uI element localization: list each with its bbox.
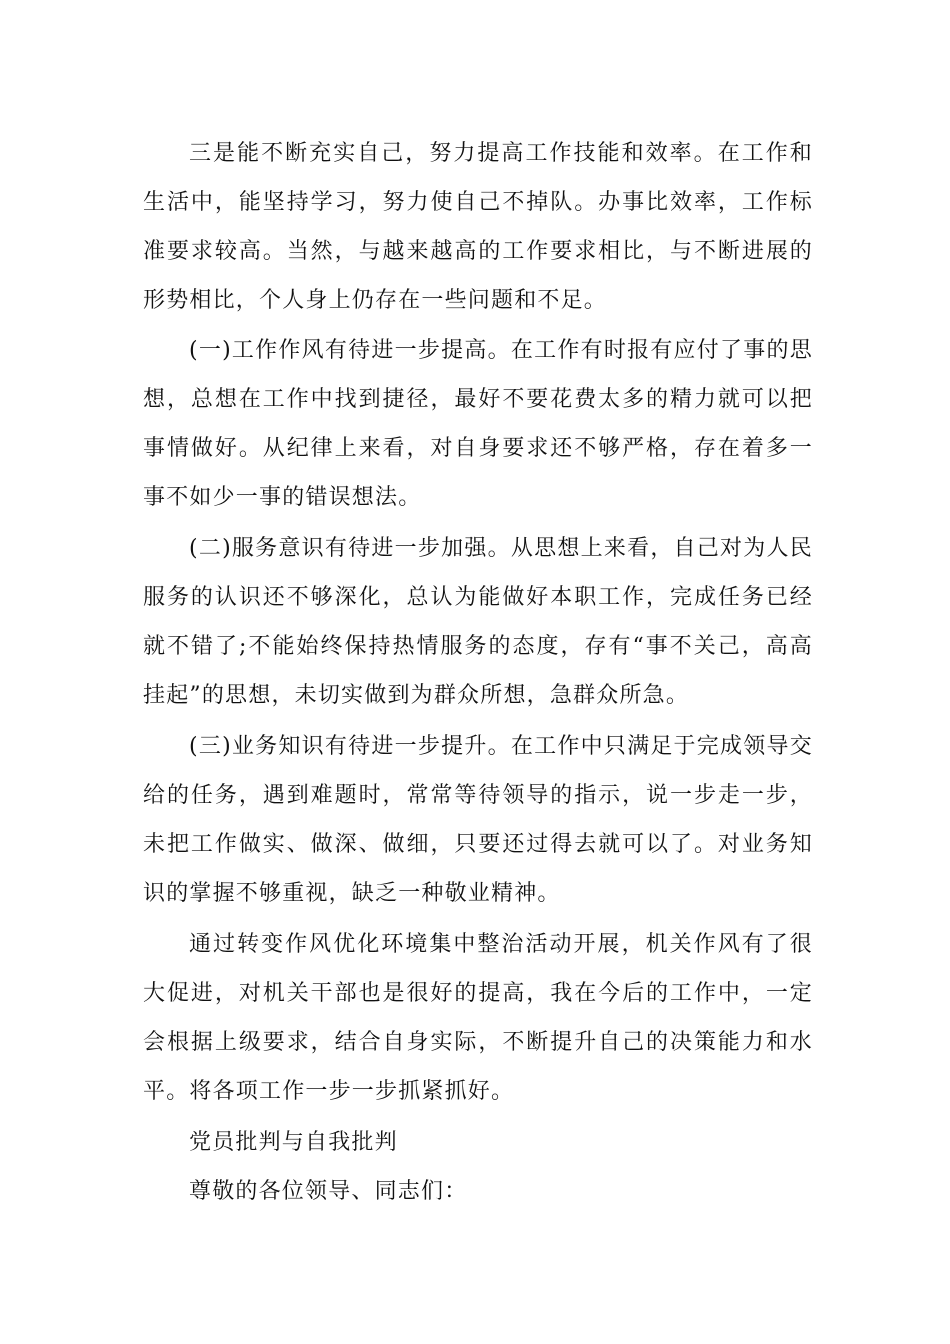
paragraph-work-style: (一)工作作风有待进一步提高。在工作有时报有应付了事的思想，总想在工作中找到捷径，最好不要花费太多的精力就可以把事情做好。从纪律上来看，对自身要求还不够严格，存在着多一事不如少一事的错误想法。 bbox=[143, 338, 813, 510]
salutation: 尊敬的各位领导、同志们： bbox=[189, 1179, 468, 1204]
paragraph-business-knowledge: (三)业务知识有待进一步提升。在工作中只满足于完成领导交给的任务，遇到难题时，常常等待领导的指示，说一步走一步，未把工作做实、做深、做细，只要还过得去就可以了。对业务知识的掌握不够重视，缺乏一种敬业精神。 bbox=[143, 734, 813, 906]
paragraph-self-improvement: 三是能不断充实自己，努力提高工作技能和效率。在工作和生活中，能坚持学习，努力使自己不掉队。办事比效率，工作标准要求较高。当然，与越来越高的工作要求相比，与不断进展的形势相比，个人身上仍存在一些问题和不足。 bbox=[143, 141, 813, 313]
paragraph-service-awareness: (二)服务意识有待进一步加强。从思想上来看，自己对为人民服务的认识还不够深化，总认为能做好本职工作，完成任务已经就不错了;不能始终保持热情服务的态度，存有“事不关己，高高挂起”的思想，未切实做到为群众所想，急群众所急。 bbox=[143, 536, 813, 708]
paragraph-conclusion: 通过转变作风优化环境集中整治活动开展，机关作风有了很大促进，对机关干部也是很好的提高，我在今后的工作中，一定会根据上级要求，结合自身实际，不断提升自己的决策能力和水平。将各项工作一步一步抓紧抓好。 bbox=[143, 932, 813, 1104]
section-title: 党员批判与自我批判 bbox=[189, 1130, 398, 1155]
